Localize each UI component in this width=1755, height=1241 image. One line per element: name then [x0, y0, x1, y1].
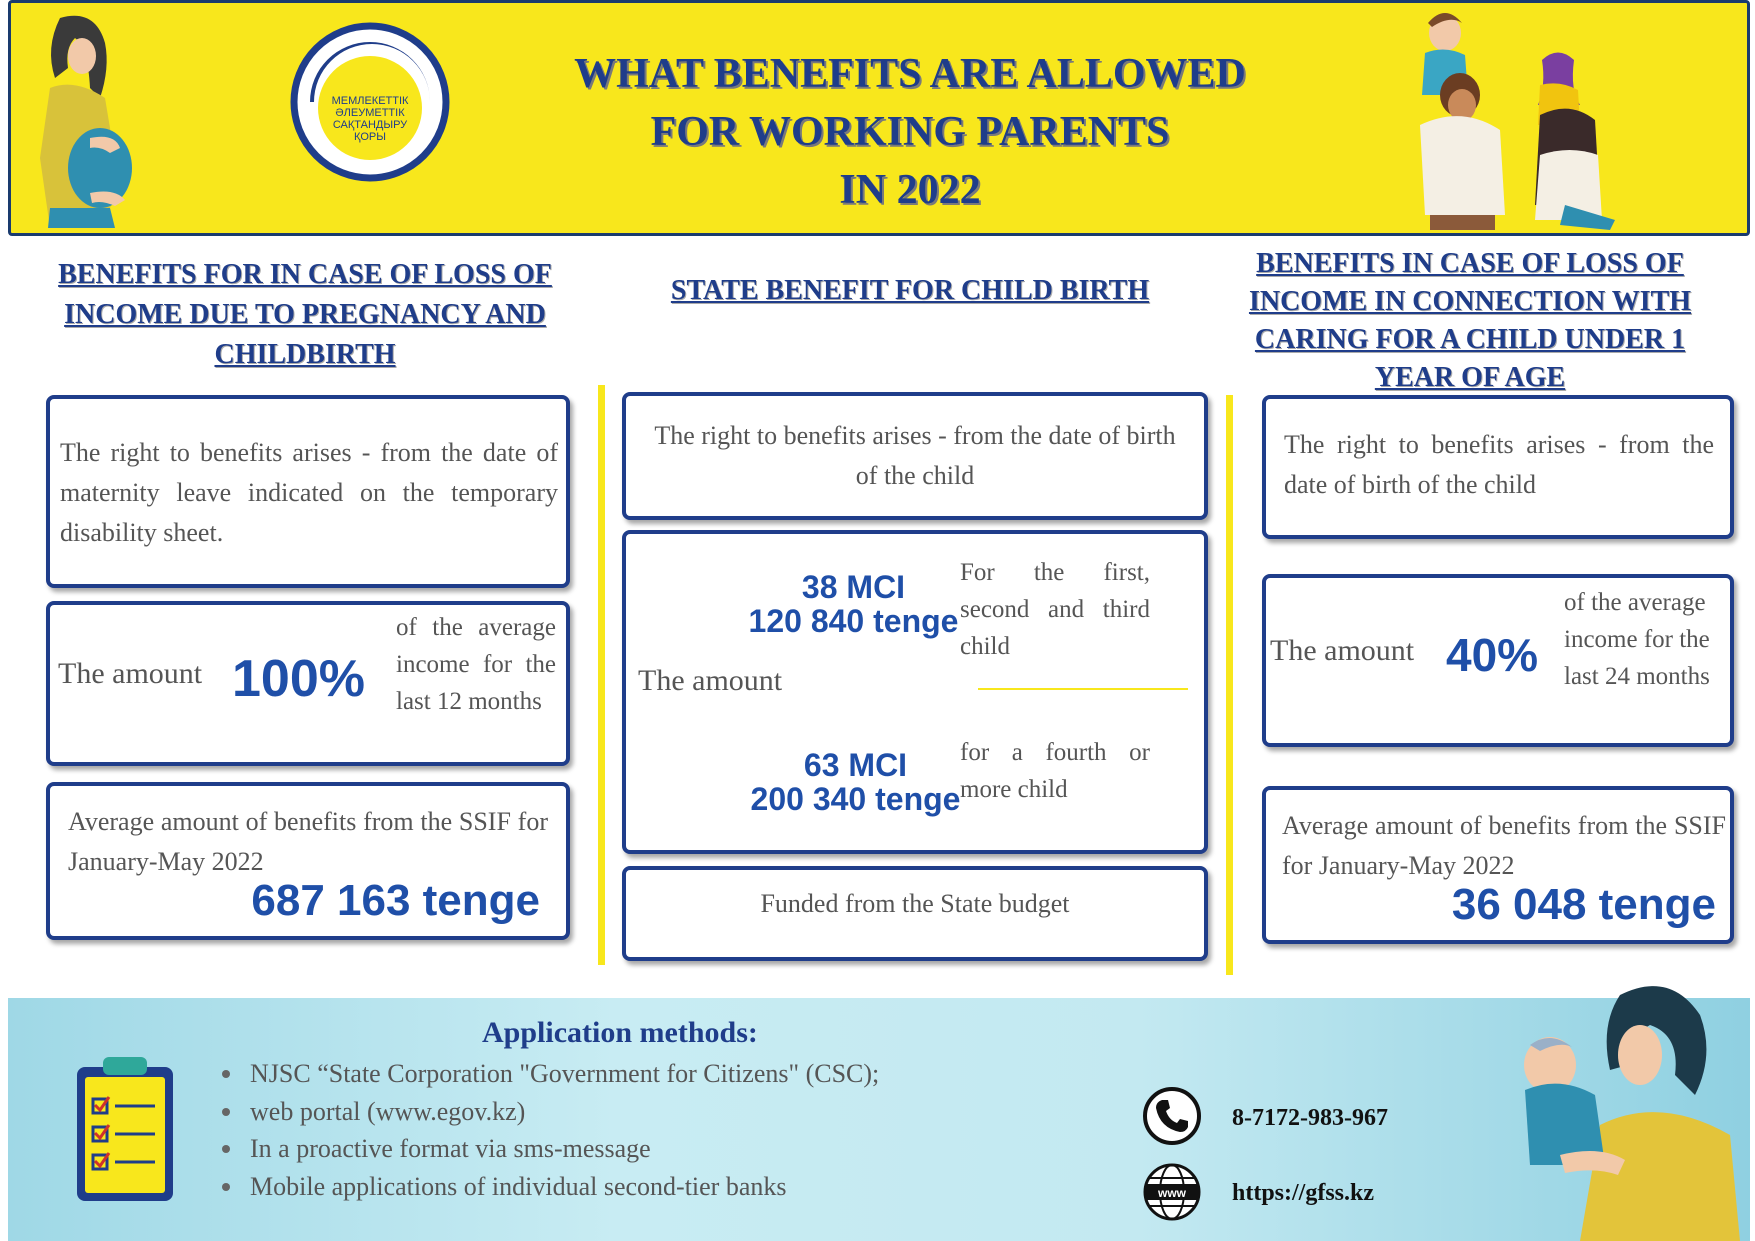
funding-box: Funded from the State budget — [622, 866, 1208, 961]
care-average-box — [1262, 786, 1734, 944]
tier1-note: For the first, second and third child — [960, 559, 1150, 660]
average-text: Average amount of benefits from the SSIF for January-May 2022 — [1282, 811, 1726, 880]
average-value: 687 163 tenge — [251, 876, 540, 925]
care-amount-box — [1262, 574, 1734, 747]
tier2-amount — [738, 748, 973, 816]
pregnancy-right-box: The right to benefits arises - from the date of maternity leave indicated on the temporary disability sheet. — [46, 395, 570, 588]
care-right-box: The right to benefits arises - from the date of birth of the child — [1262, 395, 1734, 539]
tier2-note: for a fourth or more child — [960, 739, 1150, 803]
average-text: Average amount of benefits from the SSIF for January-May 2022 — [68, 807, 548, 876]
phone-icon — [1142, 1086, 1202, 1146]
tier2-tenge: 200 340 tenge — [750, 781, 961, 817]
application-methods-list — [222, 1055, 879, 1205]
amount-note: of the average income for the last 12 months — [396, 614, 556, 715]
amount-label: The amount — [1270, 634, 1415, 667]
list-item: NJSC “State Corporation "Government for Citizens" (CSC); — [222, 1055, 879, 1093]
list-item: web portal (www.egov.kz) — [222, 1093, 879, 1131]
tier-separator — [978, 688, 1188, 690]
tier1-amount — [736, 570, 971, 638]
application-methods-title: Application methods: — [482, 1016, 758, 1049]
list-item: Mobile applications of individual second-tier banks — [222, 1168, 879, 1206]
phone-number: 8-7172-983-967 — [1232, 1105, 1388, 1131]
website-link[interactable]: https://gfss.kz — [1232, 1180, 1375, 1206]
amount-label: The amount — [58, 657, 203, 690]
tier1-tenge: 120 840 tenge — [748, 603, 959, 639]
title-line-2: FOR WORKING PARENTS — [650, 109, 1170, 155]
globe-icon — [1142, 1162, 1202, 1222]
column-title-child-care: BENEFITS IN CASE OF LOSS OF INCOME IN CONNECTION WITH CARING FOR A CHILD UNDER 1 YEAR OF AGE — [1248, 248, 1692, 393]
birth-right-box: The right to benefits arises - from the date of birth of the child — [622, 392, 1208, 520]
pregnancy-average-box — [46, 782, 570, 940]
average-value: 36 048 tenge — [1451, 880, 1716, 929]
pregnant-woman-illustration — [20, 8, 140, 228]
birth-amount-box — [622, 530, 1208, 854]
amount-note: of the average income for the last 24 months — [1564, 589, 1710, 690]
page-title — [500, 45, 1320, 219]
divider-line — [598, 385, 605, 965]
family-illustration — [1370, 5, 1635, 230]
tier2-mci: 63 MCI — [803, 747, 908, 783]
column-title-child-birth: STATE BENEFIT FOR CHILD BIRTH — [670, 275, 1150, 306]
logo-line: ҚОРЫ — [353, 131, 387, 143]
logo-text — [322, 95, 418, 143]
pregnancy-amount-box — [46, 601, 570, 766]
logo-line: САҚТАНДЫРУ — [332, 119, 408, 131]
globe-label: www — [1157, 1186, 1187, 1200]
checklist-icon — [75, 1055, 175, 1203]
amount-percent: 100% — [232, 650, 365, 708]
column-title-pregnancy: BENEFITS FOR IN CASE OF LOSS OF INCOME DUE TO PREGNANCY AND CHILDBIRTH — [58, 259, 552, 370]
amount-label: The amount — [638, 664, 783, 697]
mother-baby-illustration — [1500, 975, 1740, 1241]
title-line-1: WHAT BENEFITS ARE ALLOWED — [574, 51, 1246, 97]
list-item: In a proactive format via sms-message — [222, 1130, 879, 1168]
divider-line — [1226, 395, 1233, 975]
tier1-mci: 38 MCI — [801, 569, 906, 605]
logo-line: ӘЛЕУМЕТТІК — [335, 107, 405, 119]
title-line-3: IN 2022 — [839, 167, 981, 213]
logo-line: МЕМЛЕКЕТТІК — [331, 95, 409, 107]
amount-percent: 40% — [1446, 629, 1539, 681]
